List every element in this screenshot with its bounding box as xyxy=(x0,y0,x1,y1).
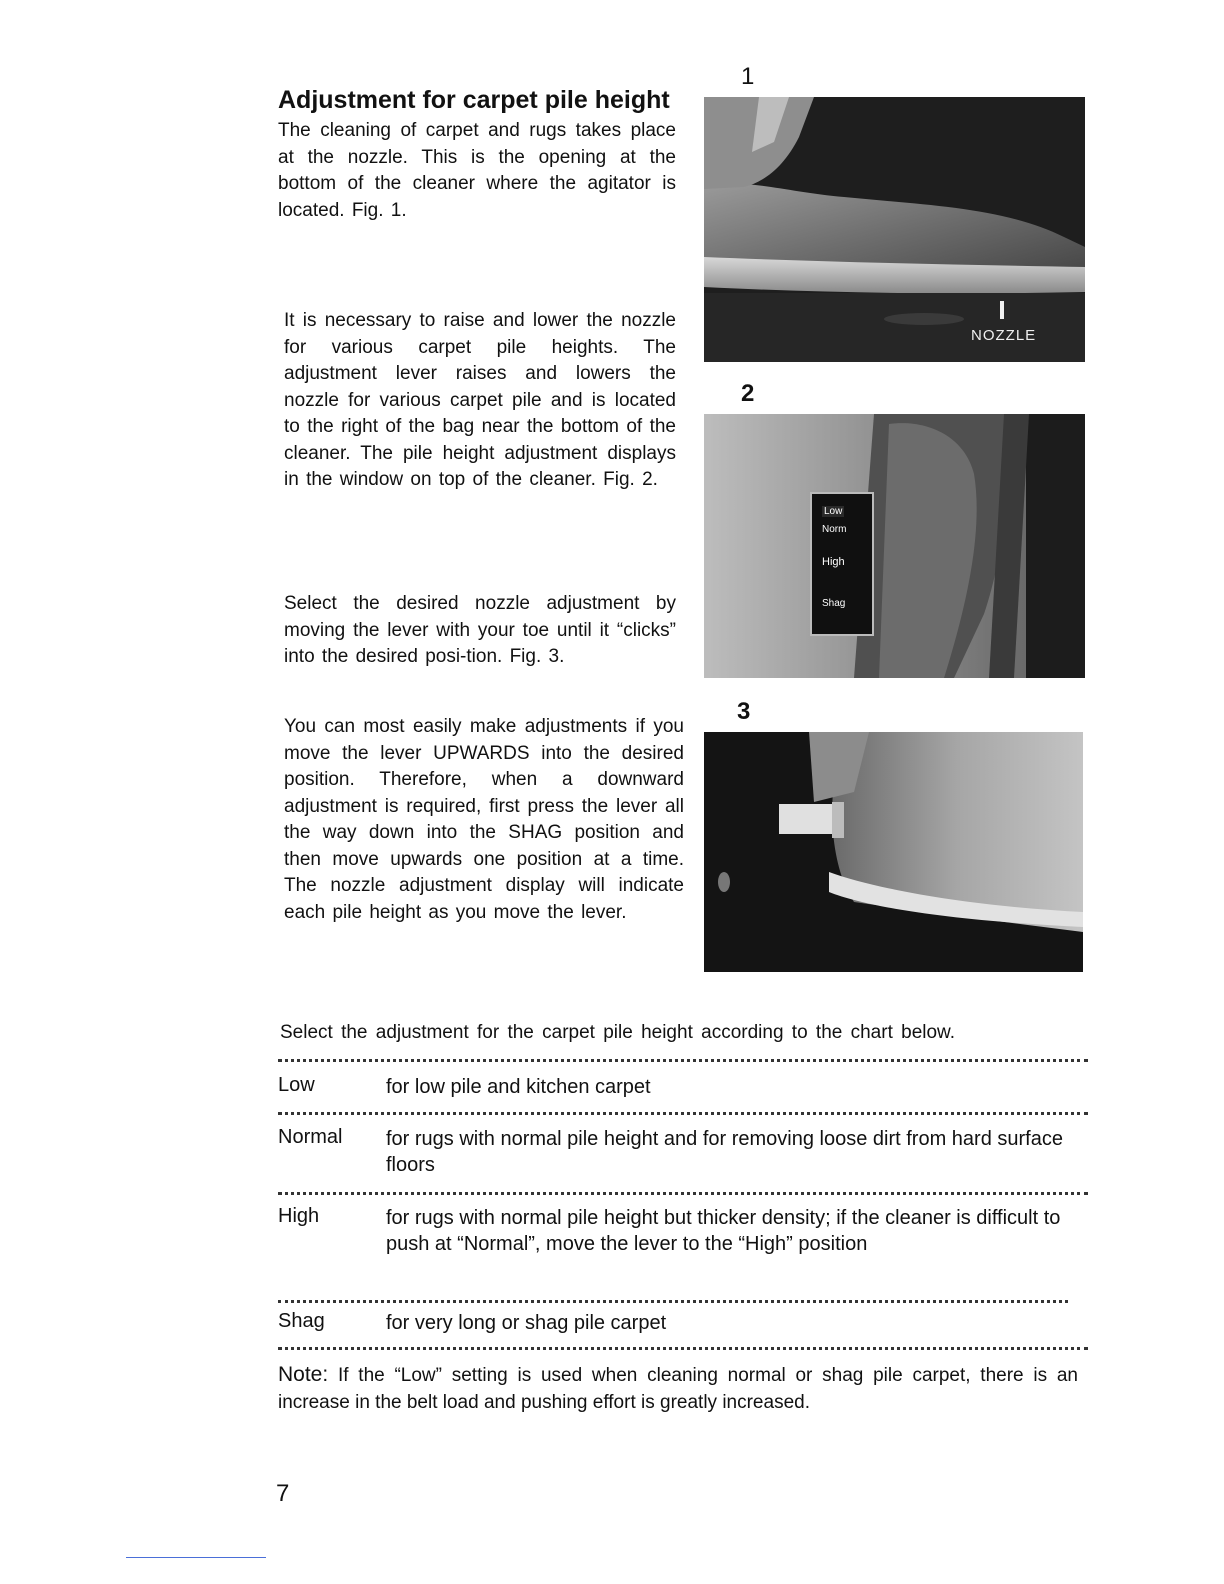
dotted-divider xyxy=(278,1347,1088,1350)
dotted-divider xyxy=(278,1192,1088,1195)
setting-description-high: for rugs with normal pile height but thicker density; if the cleaner is difficult to push at “Normal”, move the lever to the “High” position xyxy=(386,1207,1061,1255)
footer-rule xyxy=(126,1557,266,1558)
figure-2-number: 2 xyxy=(741,380,755,407)
lever-with-toe-illustration xyxy=(704,732,1083,972)
nozzle-label: NOZZLE xyxy=(971,327,1037,344)
setting-low-label: Low xyxy=(824,506,843,517)
cleaner-body-illustration xyxy=(704,414,1085,678)
dotted-divider xyxy=(278,1300,1068,1303)
adjustment-lever-paragraph: It is necessary to raise and lower the nozzle for various carpet pile heights. The adjustment lever raises and lowers the nozzle for various carpet pile and is located to the right of the bag near the bottom of the cleaner. The pile height adjustment displays in the window on top of the cleaner. Fig. 2. xyxy=(284,310,676,490)
setting-description-shag: for very long or shag pile carpet xyxy=(386,1312,667,1334)
dotted-divider xyxy=(278,1059,1088,1062)
intro-paragraph: The cleaning of carpet and rugs takes place at the nozzle. This is the opening at the bottom of the cleaner where the agitator is located. Fig. 1. xyxy=(278,120,676,221)
setting-name-high: High xyxy=(278,1205,320,1227)
setting-high-label: High xyxy=(822,556,845,568)
upwards-adjustment-paragraph: You can most easily make adjustments if you move the lever UPWARDS into the desired position. Therefore, when a downward adjustment is required, first press the lever all the way down into the SHAG position and then move upwards one position at a time. The nozzle adjustment display will indicate each pile height as you move the lever. xyxy=(284,716,684,923)
dotted-divider xyxy=(278,1112,1088,1115)
note-label: Note: xyxy=(278,1363,329,1386)
nozzle-pointer xyxy=(1000,301,1004,319)
figure-1-number: 1 xyxy=(741,63,755,90)
section-heading: Adjustment for carpet pile height xyxy=(278,86,670,114)
setting-name-normal: Normal xyxy=(278,1126,343,1148)
setting-shag-label: Shag xyxy=(822,598,846,609)
select-adjustment-paragraph: Select the desired nozzle adjustment by moving the lever with your toe until it “clicks” into the desired posi-tion. Fig. 3. xyxy=(284,593,676,667)
figure-3-photo xyxy=(704,732,1083,972)
setting-name-shag: Shag xyxy=(278,1310,325,1332)
figure-1-photo xyxy=(704,97,1085,362)
setting-name-low: Low xyxy=(278,1074,315,1096)
figure-2-photo xyxy=(704,414,1085,678)
setting-norm-label: Norm xyxy=(822,524,847,535)
vacuum-nozzle-illustration xyxy=(704,97,1085,362)
note-text: If the “Low” setting is used when cleaning normal or shag pile carpet, there is an increase in the belt load and pushing effort is greatly increased. xyxy=(278,1365,1078,1413)
setting-description-low: for low pile and kitchen carpet xyxy=(386,1076,651,1098)
figure-3-number: 3 xyxy=(737,698,751,725)
note-paragraph xyxy=(278,1361,1078,1416)
setting-description-normal: for rugs with normal pile height and for removing loose dirt from hard surface floors xyxy=(386,1128,1063,1176)
pile-height-display-window xyxy=(810,492,874,636)
page-number: 7 xyxy=(276,1480,290,1507)
chart-intro: Select the adjustment for the carpet pile height according to the chart below. xyxy=(280,1022,955,1043)
